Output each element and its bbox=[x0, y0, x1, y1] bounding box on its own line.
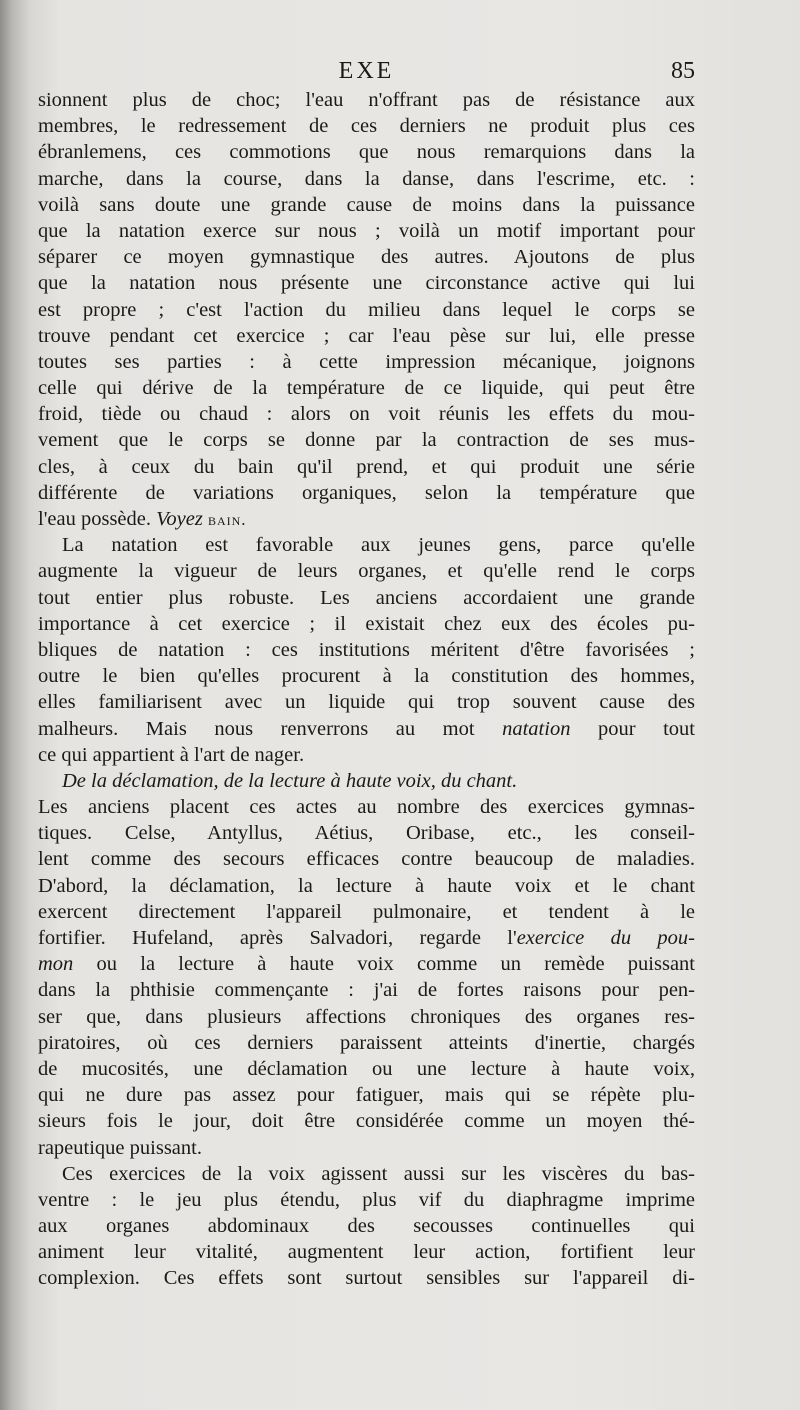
italic-term: natation bbox=[502, 717, 571, 740]
text-line: sionnent plus de choc; l'eau n'offrant pas de résistance aux bbox=[38, 89, 695, 111]
text-line: ser que, dans plusieurs affections chroniques des organes res- bbox=[38, 1005, 695, 1028]
text-line: complexion. Ces effets sont surtout sensibles sur l'appareil di- bbox=[38, 1267, 695, 1290]
text-line: ce qui appartient à l'art de nager. bbox=[38, 743, 305, 766]
text-line bbox=[38, 506, 695, 532]
text-line: différente de variations organiques, selon la température que bbox=[38, 481, 695, 504]
text-run: pour tout bbox=[570, 717, 695, 740]
running-head: EXE bbox=[338, 58, 395, 84]
text-run: l'eau possède. bbox=[38, 508, 157, 530]
text-line: D'abord, la déclamation, la lecture à haute voix et le chant bbox=[38, 874, 695, 897]
cross-reference: Voyez bbox=[156, 508, 203, 530]
text-line: celle qui dérive de la température de ce liquide, qui peut être bbox=[38, 377, 695, 400]
text-line: vement que le corps se donne par la contraction de ses mus- bbox=[38, 429, 695, 452]
text-line: qui ne dure pas assez pour fatiguer, mais qui se répète plu- bbox=[38, 1084, 695, 1107]
text-line: trouve pendant cet exercice ; car l'eau pèse sur lui, elle presse bbox=[38, 324, 695, 347]
text-line bbox=[38, 768, 695, 794]
text-line: exercent directement l'appareil pulmonaire, et tendent à le bbox=[38, 900, 695, 923]
text-line: importance à cet exercice ; il existait chez eux des écoles pu- bbox=[38, 612, 695, 635]
italic-term: exercice du pou- bbox=[516, 927, 695, 949]
text-line: ébranlemens, ces commotions que nous remarquions dans la bbox=[38, 141, 695, 164]
text-line: marche, dans la course, dans la danse, dans l'escrime, etc. : bbox=[38, 167, 695, 190]
text-run: fortifier. Hufeland, après Salvadori, regarde l' bbox=[38, 927, 517, 949]
text-line: elles familiarisent avec un liquide qui trop souvent cause des bbox=[38, 691, 695, 714]
text-line: rapeutique puissant. bbox=[38, 1136, 202, 1159]
text-line: augmente la vigueur de leurs organes, et qu'elle rend le corps bbox=[38, 560, 695, 583]
text-line: de mucosités, une déclamation ou une lecture à haute voix, bbox=[38, 1057, 695, 1080]
text-line: est propre ; c'est l'action du milieu dans lequel le corps se bbox=[38, 298, 695, 321]
body-text bbox=[38, 87, 695, 1292]
page-number: 85 bbox=[671, 58, 695, 84]
text-line: bliques de natation : ces institutions méritent d'être favorisées ; bbox=[38, 638, 695, 661]
italic-term: mon bbox=[38, 953, 74, 976]
text-run: ou la lecture à haute voix comme un remède puissant bbox=[73, 953, 695, 976]
text-line: tiques. Celse, Antyllus, Aétius, Oribase, etc., les conseil- bbox=[38, 822, 695, 845]
text-line: séparer ce moyen gymnastique des autres. Ajoutons de plus bbox=[38, 246, 695, 269]
text-line: animent leur vitalité, augmentent leur action, fortifient leur bbox=[38, 1241, 695, 1264]
text-line: ventre : le jeu plus étendu, plus vif du diaphragme imprime bbox=[38, 1188, 695, 1211]
text-line bbox=[38, 951, 695, 977]
text-line bbox=[38, 716, 695, 742]
text-line: aux organes abdominaux des secousses continuelles qui bbox=[38, 1215, 695, 1238]
text-line: La natation est favorable aux jeunes gens, parce qu'elle bbox=[62, 534, 695, 557]
text-line: tout entier plus robuste. Les anciens accordaient une grande bbox=[38, 586, 695, 609]
text-line: que la natation exerce sur nous ; voilà un motif important pour bbox=[38, 219, 695, 242]
text-line: sieurs fois le jour, doit être considérée comme un moyen thé- bbox=[38, 1110, 695, 1133]
text-line: que la natation nous présente une circonstance active qui lui bbox=[38, 272, 695, 295]
text-line: voilà sans doute une grande cause de moins dans la puissance bbox=[38, 193, 695, 216]
text-line: toutes ses parties : à cette impression mécanique, joignons bbox=[38, 350, 695, 373]
text-line: Ces exercices de la voix agissent aussi sur les viscères du bas- bbox=[62, 1162, 695, 1185]
text-line: Les anciens placent ces actes au nombre des exercices gymnas- bbox=[38, 796, 695, 819]
section-heading: De la déclamation, de la lecture à haute voix, du chant. bbox=[62, 769, 518, 792]
text-line: dans la phthisie commençante : j'ai de fortes raisons pour pen- bbox=[38, 979, 695, 1002]
cross-reference-target: bain. bbox=[207, 510, 247, 529]
text-line: outre le bien qu'elles procurent à la constitution des hommes, bbox=[38, 665, 695, 688]
text-line: lent comme des secours efficaces contre beaucoup de maladies. bbox=[38, 848, 695, 871]
text-run: malheurs. Mais nous renverrons au mot bbox=[38, 717, 503, 740]
text-line: membres, le redressement de ces derniers ne produit plus ces bbox=[38, 115, 695, 138]
text-line: froid, tiède ou chaud : alors on voit réunis les effets du mou- bbox=[38, 403, 695, 426]
text-line: piratoires, où ces derniers paraissent atteints d'inertie, chargés bbox=[38, 1031, 695, 1054]
text-line: cles, à ceux du bain qu'il prend, et qui produit une série bbox=[38, 455, 695, 478]
text-line bbox=[38, 925, 695, 951]
